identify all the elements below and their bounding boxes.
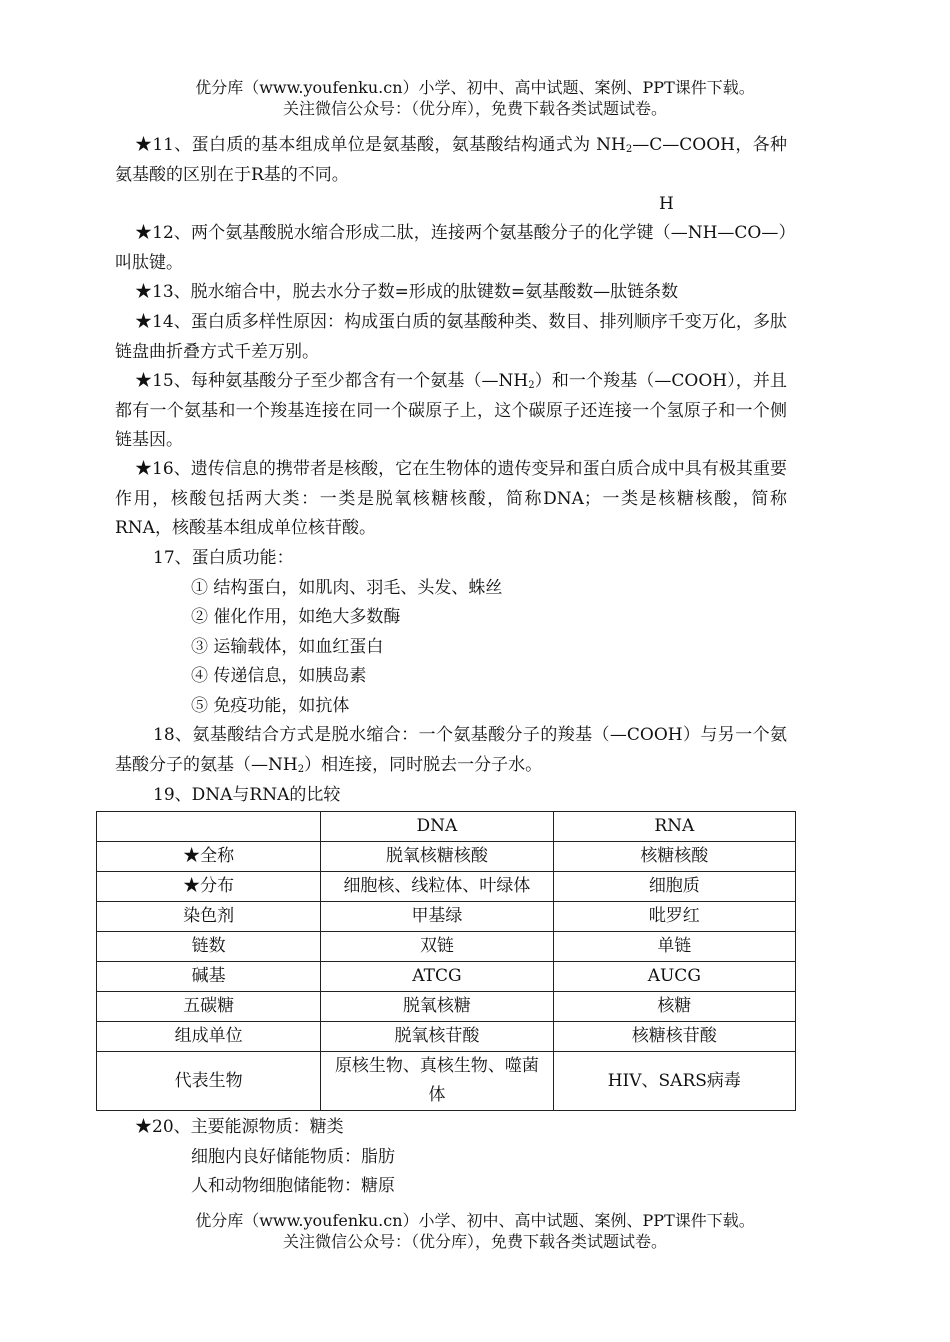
item-18-text-b: ）相连接，同时脱去一分子水。	[304, 754, 543, 775]
table-cell: 甲基绿	[321, 902, 553, 932]
table-row	[97, 842, 796, 872]
item-19-title: 19、DNA与RNA的比较	[153, 785, 341, 805]
page-header	[0, 77, 950, 119]
table-cell: 五碳糖	[97, 992, 321, 1022]
table-row	[97, 1052, 796, 1111]
item-20-line-2: 细胞内良好储能物质：脂肪	[191, 1147, 395, 1167]
footer-line-1: 优分库（www.youfenku.cn）小学、初中、高中试题、案例、PPT课件下载。	[195, 1211, 755, 1230]
page-footer	[0, 1210, 950, 1252]
item-18-subscript: 2	[297, 763, 305, 775]
table-cell: 细胞质	[553, 872, 795, 902]
table-cell: 原核生物、真核生物、噬菌体	[321, 1052, 553, 1111]
table-cell: 细胞核、线粒体、叶绿体	[321, 872, 553, 902]
table-header-row	[97, 812, 796, 842]
item-18-text-a: 18、氨基酸结合方式是脱水缩合：一个氨基酸分子的羧基（—COOH）与另一个氨基酸分子的氨基（—NH	[115, 725, 787, 775]
item-11-text-a: ★11、蛋白质的基本组成单位是氨基酸，氨基酸结构通式为 NH	[135, 135, 626, 155]
footer-line-2: 关注微信公众号：（优分库），免费下载各类试题试卷。	[282, 1232, 667, 1251]
table-cell: 碱基	[97, 962, 321, 992]
table-row	[97, 902, 796, 932]
table-cell: AUCG	[553, 962, 795, 992]
table-cell: 吡罗红	[553, 902, 795, 932]
item-13: ★13、脱水缩合中，脱去水分子数=形成的肽键数=氨基酸数—肽链条数	[135, 282, 679, 302]
item-18	[115, 721, 787, 780]
item-14: ★14、蛋白质多样性原因：构成蛋白质的氨基酸种类、数目、排列顺序千变万化，多肽链盘曲折叠方式千差万别。	[115, 312, 787, 362]
item-11-subscript: 2	[625, 144, 633, 155]
header-line-1: 优分库（www.youfenku.cn）小学、初中、高中试题、案例、PPT课件下载。	[195, 78, 755, 97]
item-20-line-3: 人和动物细胞储能物：糖原	[191, 1176, 395, 1196]
table-header-cell: RNA	[553, 812, 795, 842]
item-17-title: 17、蛋白质功能：	[153, 548, 294, 568]
table-cell: 核糖核苷酸	[553, 1022, 795, 1052]
item-11-hydrogen: H	[659, 194, 674, 214]
item-17-list-item-2: ② 催化作用，如绝大多数酶	[191, 607, 401, 627]
table-cell: 脱氧核糖核酸	[321, 842, 553, 872]
table-cell: ATCG	[321, 962, 553, 992]
item-15-text-b: ）和一个羧基（—COOH），并且都有一个氨基和一个羧基连接在同一个碳原子上，这个碳原子还连接一个氢原子和一个侧链基因。	[115, 371, 787, 450]
table-cell: 组成单位	[97, 1022, 321, 1052]
item-17-list-item-5: ⑤ 免疫功能，如抗体	[191, 696, 350, 716]
table-cell: 代表生物	[97, 1052, 321, 1111]
table-header-cell	[97, 812, 321, 842]
item-15-text-a: ★15、每种氨基酸分子至少都含有一个氨基（—NH	[135, 371, 529, 391]
item-15	[115, 367, 787, 456]
table-row	[97, 872, 796, 902]
table-row	[97, 992, 796, 1022]
item-17-list-item-3: ③ 运输载体，如血红蛋白	[191, 637, 384, 657]
header-line-2: 关注微信公众号：（优分库），免费下载各类试题试卷。	[282, 99, 667, 118]
item-17-list-item-4: ④ 传递信息，如胰岛素	[191, 666, 367, 686]
item-12: ★12、两个氨基酸脱水缩合形成二肽，连接两个氨基酸分子的化学键（—NH—CO—）叫肽键。	[115, 223, 787, 273]
table-cell: 脱氧核苷酸	[321, 1022, 553, 1052]
table-cell: HIV、SARS病毒	[553, 1052, 795, 1111]
item-11-text-b: —C—COOH，各种氨基酸的区别在于R基的不同。	[115, 135, 787, 185]
table-cell: ★分布	[97, 872, 321, 902]
table-cell: 核糖	[553, 992, 795, 1022]
table-row	[97, 1022, 796, 1052]
table-row	[97, 962, 796, 992]
item-11	[115, 131, 787, 190]
item-16: ★16、遗传信息的携带者是核酸，它在生物体的遗传变异和蛋白质合成中具有极其重要作用，核酸包括两大类：一类是脱氧核糖核酸，简称DNA；一类是核糖核酸，简称RNA，核酸基本组成单位核苷酸。	[115, 459, 787, 538]
item-20-line-1: ★20、主要能源物质：糖类	[135, 1117, 344, 1137]
dna-rna-comparison-table	[96, 811, 796, 1111]
item-17-list-item-1: ① 结构蛋白，如肌肉、羽毛、头发、蛛丝	[191, 578, 503, 598]
table-cell: 染色剂	[97, 902, 321, 932]
item-15-subscript: 2	[528, 380, 535, 391]
table-cell: 双链	[321, 932, 553, 962]
table-cell: 脱氧核糖	[321, 992, 553, 1022]
table-cell: ★全称	[97, 842, 321, 872]
table-cell: 单链	[553, 932, 795, 962]
table-cell: 链数	[97, 932, 321, 962]
table-cell: 核糖核酸	[553, 842, 795, 872]
table-header-cell: DNA	[321, 812, 553, 842]
table-row	[97, 932, 796, 962]
